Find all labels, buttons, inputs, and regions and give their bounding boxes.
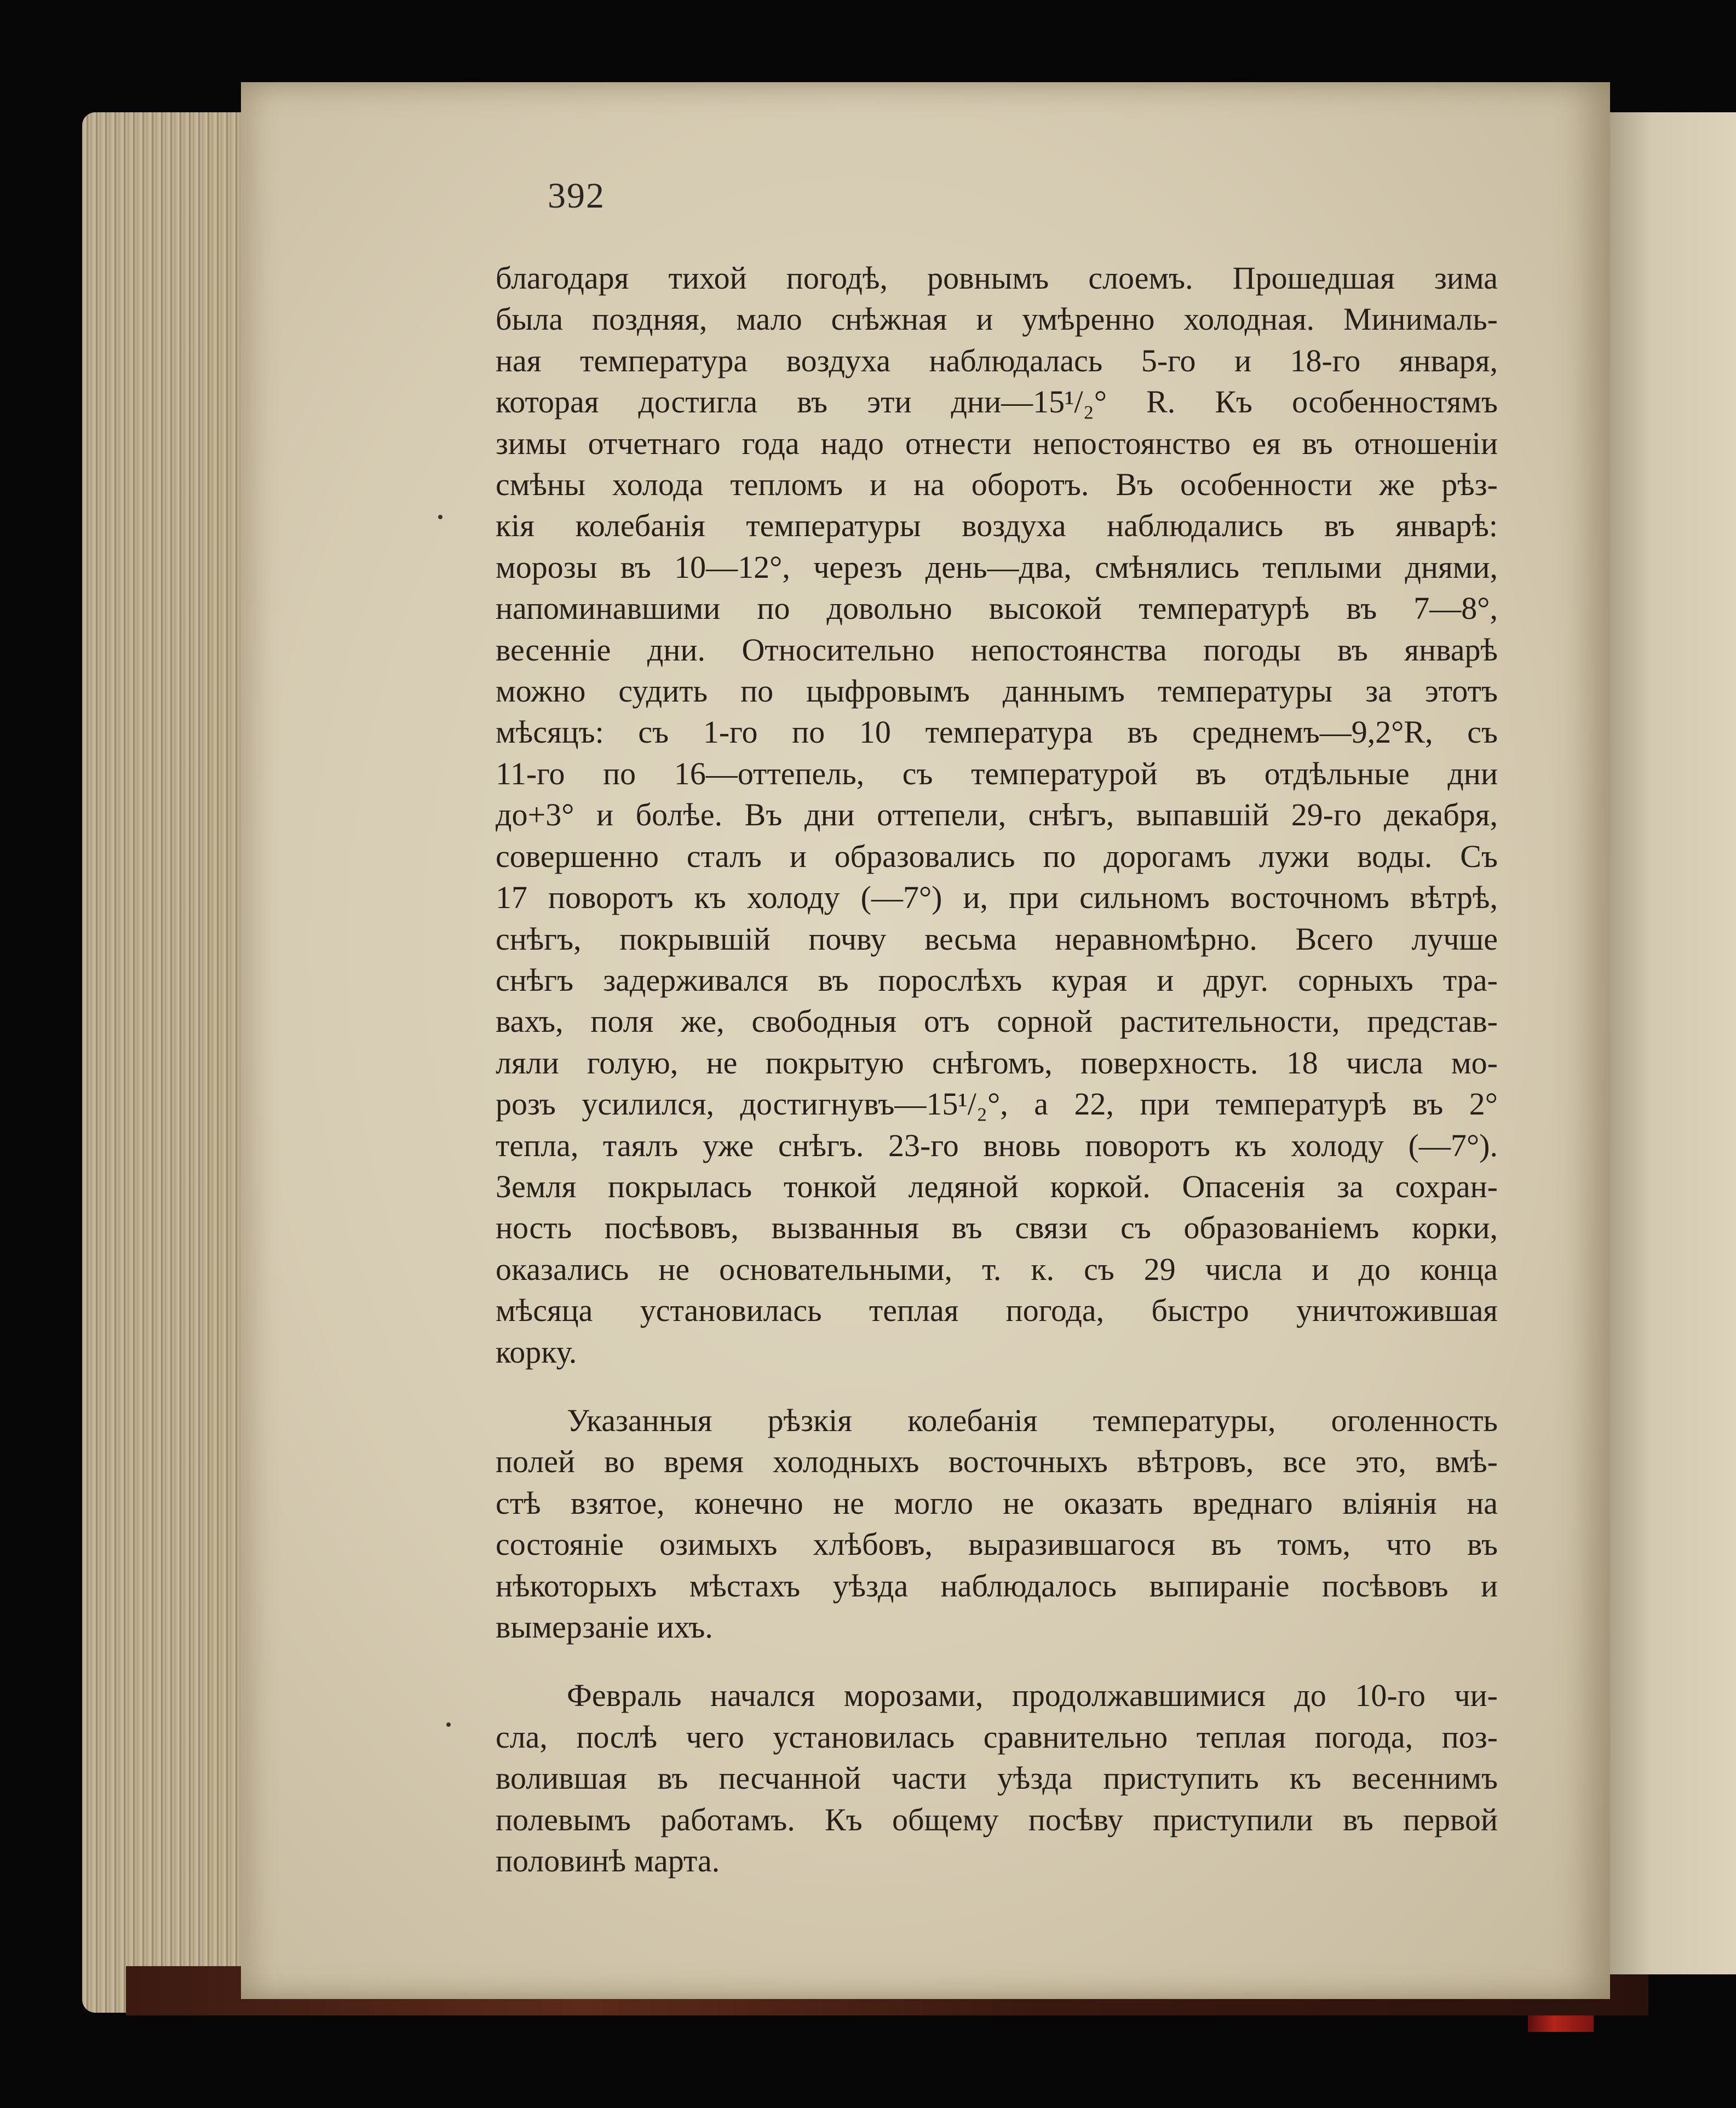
text-line: Февраль началcя морозами, продолжавшимися до 10-го чи- [567, 1678, 1498, 1714]
text-line: вахъ, поля же, свободныя отъ сорной растительности, представ- [496, 1003, 1498, 1039]
text-line: оказались не основательными, т. к. съ 29 числа и до конца [496, 1251, 1498, 1287]
text-line: снѣгъ задерживался въ порослѣхъ курая и друг. сорныхъ тра- [496, 962, 1498, 998]
text-line: вымерзаніе ихъ. [496, 1609, 713, 1645]
text-line: которая достигла въ эти дни—15¹/₂° R. Къ особенностямъ [496, 384, 1498, 420]
text-line: до+3° и болѣе. Въ дни оттепели, снѣгъ, выпавшій 29-го декабря, [496, 797, 1498, 833]
text-line: 11-го по 16—оттепель, съ температурой въ отдѣльные дни [496, 755, 1498, 791]
text-line: смѣны холода тепломъ и на оборотъ. Въ особенности же рѣз- [496, 467, 1498, 503]
paragraph-3 [496, 1675, 1498, 1881]
text-line: зимы отчетнаго года надо отнести непостоянство ея въ отношеніи [496, 425, 1498, 461]
text-line: ная температура воздуха наблюдалась 5-го и 18-го января, [496, 342, 1498, 378]
text-line: снѣгъ, покрывшій почву весьма неравномѣрно. Всего лучше [496, 921, 1498, 957]
text-line: морозы въ 10—12°, черезъ день—два, смѣнялись теплыми днями, [496, 549, 1498, 585]
paragraph-2 [496, 1400, 1498, 1647]
next-page-edge [1607, 112, 1736, 1974]
text-line: нѣкоторыхъ мѣстахъ уѣзда наблюдалось выпираніе посѣвовъ и [496, 1567, 1498, 1604]
text-line: совершенно сталъ и образовались по дорогамъ лужи воды. Съ [496, 838, 1498, 874]
text-line: мѣсяцъ: съ 1-го по 10 температура въ среднемъ—9,2°R, съ [496, 714, 1498, 750]
text-line: ляли голую, не покрытую снѣгомъ, поверхность. 18 числа мо- [496, 1044, 1498, 1081]
text-line: благодаря тихой погодѣ, ровнымъ слоемъ. Прошедшая зима [496, 260, 1498, 296]
text-line: напоминавшими по довольно высокой температурѣ въ 7—8°, [496, 590, 1498, 627]
text-line: Земля покрылась тонкой ледяной коркой. Опасенія за сохран- [496, 1168, 1498, 1204]
text-line: Указанныя рѣзкія колебанія температуры, оголенность [567, 1402, 1498, 1438]
text-line: волившая въ песчанной части уѣзда приступить къ весеннимъ [496, 1760, 1498, 1796]
page-text [496, 257, 1498, 1909]
text-line: весенніе дни. Относительно непостоянства погоды въ январѣ [496, 631, 1498, 668]
text-line: сла, послѣ чего установилась сравнительно теплая погода, поз- [496, 1719, 1498, 1755]
page-number: 392 [548, 176, 605, 216]
text-line: можно судить по цыфровымъ даннымъ температуры за этотъ [496, 673, 1498, 709]
ink-speck [446, 1722, 451, 1727]
text-line: стѣ взятое, конечно не могло не оказать вреднаго вліянія на [496, 1485, 1498, 1521]
text-line: полевымъ работамъ. Къ общему посѣву приступили въ первой [496, 1801, 1498, 1837]
text-line: ность посѣвовъ, вызванныя въ связи съ образованіемъ корки, [496, 1210, 1498, 1246]
text-line: была поздняя, мало снѣжная и умѣренно холодная. Минималь- [496, 301, 1498, 337]
text-line: состояніе озимыхъ хлѣбовъ, выразившагося въ томъ, что въ [496, 1526, 1498, 1563]
text-line: корку. [496, 1334, 577, 1370]
stacked-page-edges [82, 112, 263, 2013]
text-line: кія колебанія температуры воздуха наблюдались въ январѣ: [496, 508, 1498, 544]
text-line: тепла, таялъ уже снѣгъ. 23-го вновь поворотъ къ холоду (—7°). [496, 1127, 1498, 1163]
text-line: половинѣ марта. [496, 1843, 720, 1879]
paragraph-1 [496, 257, 1498, 1372]
text-line: розъ усилился, достигнувъ—15¹/₂°, а 22, при температурѣ въ 2° [496, 1086, 1498, 1122]
text-line: 17 поворотъ къ холоду (—7°) и, при сильномъ восточномъ вѣтрѣ, [496, 880, 1498, 916]
ink-speck [438, 515, 442, 519]
text-line: мѣсяца установилась теплая погода, быстро уничтожившая [496, 1293, 1498, 1329]
text-line: полей во время холодныхъ восточныхъ вѣтровъ, все это, вмѣ- [496, 1444, 1498, 1480]
